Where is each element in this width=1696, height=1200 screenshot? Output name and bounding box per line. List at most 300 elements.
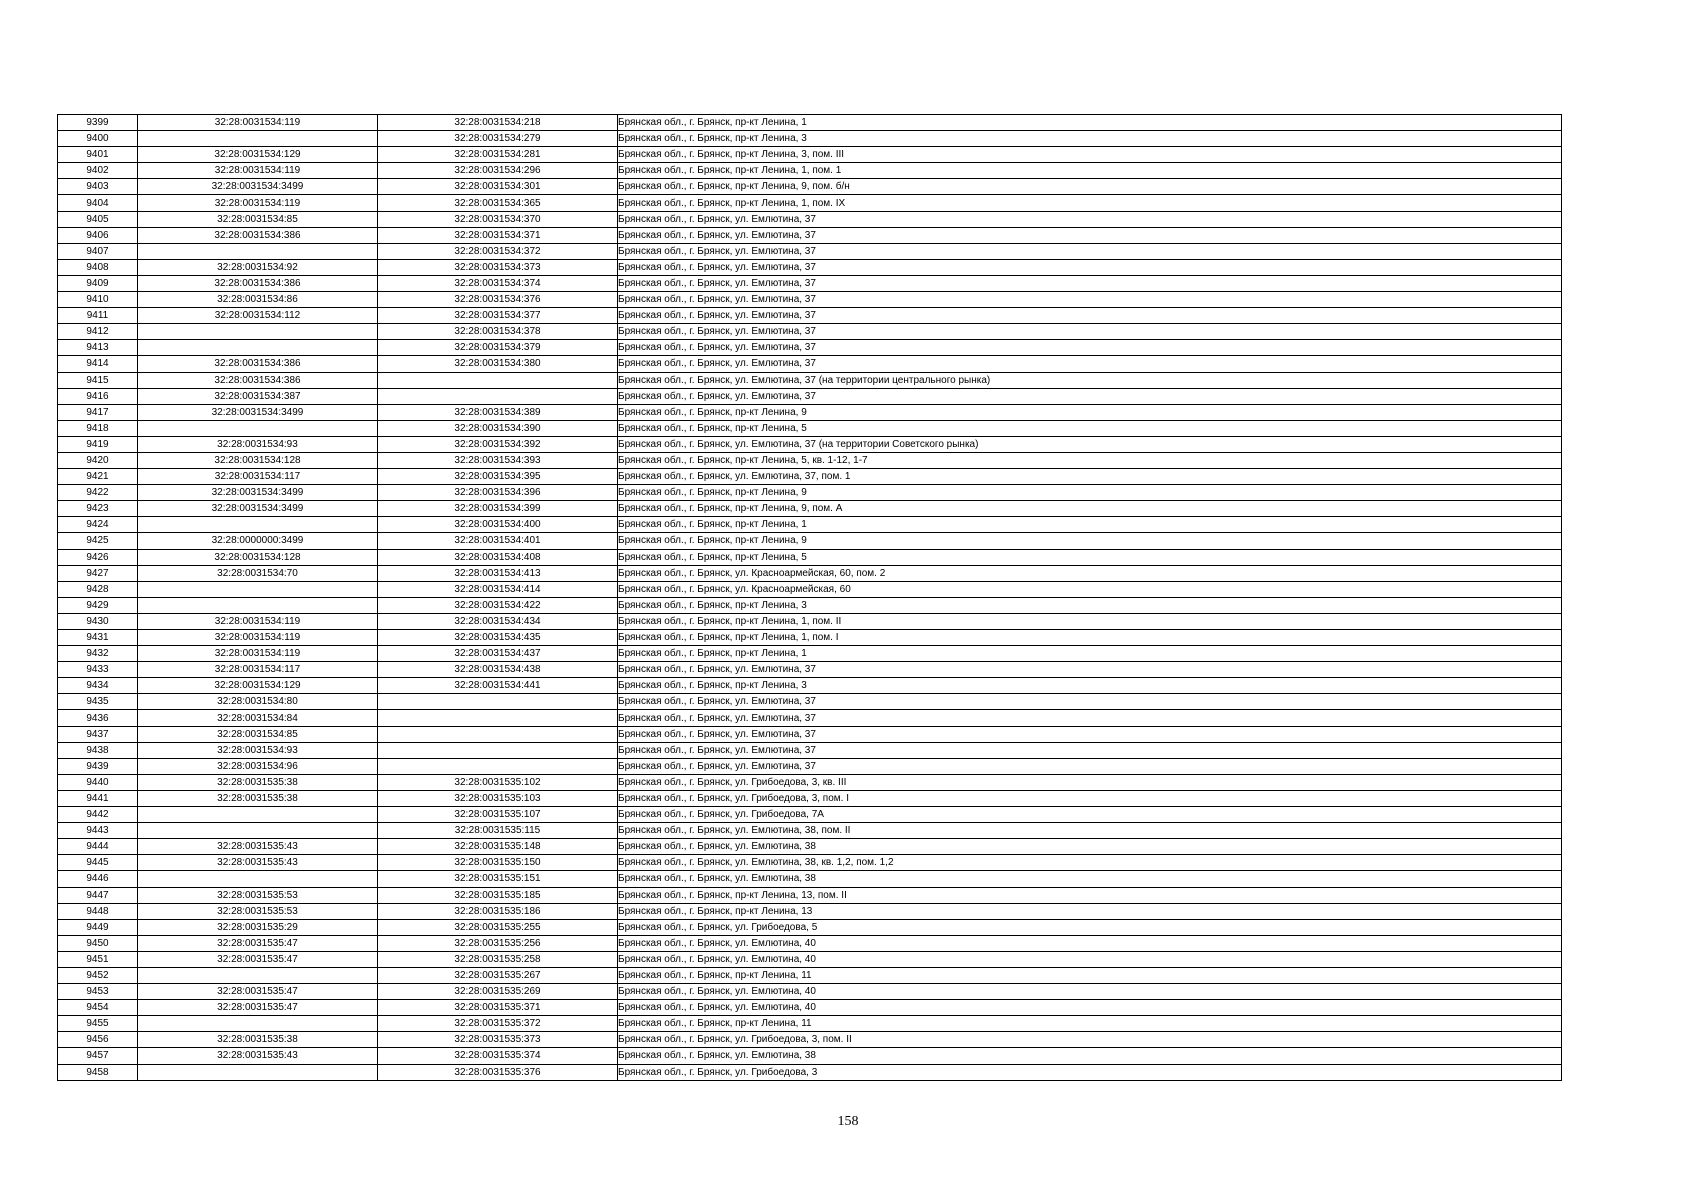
row-number-cell: 9444 [58, 839, 138, 855]
address-cell: Брянская обл., г. Брянск, пр-кт Ленина, 5 [618, 420, 1562, 436]
cadastral-number-object-cell: 32:28:0031535:373 [378, 1032, 618, 1048]
address-cell: Брянская обл., г. Брянск, ул. Емлютина, 37 (на территории Советского рынка) [618, 436, 1562, 452]
cadastral-number-object-cell: 32:28:0031534:400 [378, 517, 618, 533]
address-cell: Брянская обл., г. Брянск, ул. Грибоедова, 3, кв. III [618, 774, 1562, 790]
cadastral-number-object-cell: 32:28:0031534:395 [378, 469, 618, 485]
address-cell: Брянская обл., г. Брянск, ул. Емлютина, 40 [618, 951, 1562, 967]
cadastral-number-object-cell: 32:28:0031534:401 [378, 533, 618, 549]
row-number-cell: 9429 [58, 597, 138, 613]
row-number-cell: 9425 [58, 533, 138, 549]
page-number: 158 [837, 1114, 859, 1129]
table-row [58, 324, 1562, 340]
cadastral-number-object-cell: 32:28:0031535:269 [378, 984, 618, 1000]
row-number-cell: 9454 [58, 1000, 138, 1016]
cadastral-number-land-cell: 32:28:0031534:119 [138, 613, 378, 629]
table-row [58, 517, 1562, 533]
cadastral-number-object-cell: 32:28:0031534:437 [378, 646, 618, 662]
cadastral-number-object-cell: 32:28:0031534:378 [378, 324, 618, 340]
address-cell: Брянская обл., г. Брянск, пр-кт Ленина, 5 [618, 549, 1562, 565]
address-cell: Брянская обл., г. Брянск, ул. Грибоедова, 3, пом. I [618, 790, 1562, 806]
table-row [58, 613, 1562, 629]
row-number-cell: 9436 [58, 710, 138, 726]
table-row [58, 726, 1562, 742]
cadastral-number-object-cell: 32:28:0031534:390 [378, 420, 618, 436]
table-row [58, 1016, 1562, 1032]
cadastral-number-land-cell: 32:28:0031535:43 [138, 855, 378, 871]
address-cell: Брянская обл., г. Брянск, пр-кт Ленина, 9 [618, 404, 1562, 420]
address-cell: Брянская обл., г. Брянск, пр-кт Ленина, 1 [618, 517, 1562, 533]
table-row [58, 115, 1562, 131]
table-row [58, 243, 1562, 259]
cadastral-number-land-cell: 32:28:0031534:92 [138, 259, 378, 275]
cadastral-number-land-cell: 32:28:0031534:96 [138, 758, 378, 774]
row-number-cell: 9419 [58, 436, 138, 452]
cadastral-number-object-cell: 32:28:0031535:148 [378, 839, 618, 855]
cadastral-number-object-cell: 32:28:0031534:413 [378, 565, 618, 581]
cadastral-number-object-cell: 32:28:0031535:107 [378, 807, 618, 823]
cadastral-number-land-cell: 32:28:0031534:386 [138, 227, 378, 243]
address-cell: Брянская обл., г. Брянск, пр-кт Ленина, 3 [618, 678, 1562, 694]
cadastral-number-object-cell: 32:28:0031535:115 [378, 823, 618, 839]
address-cell: Брянская обл., г. Брянск, ул. Емлютина, 37 [618, 694, 1562, 710]
cadastral-number-land-cell: 32:28:0031534:117 [138, 662, 378, 678]
address-cell: Брянская обл., г. Брянск, пр-кт Ленина, 13, пом. II [618, 887, 1562, 903]
address-cell: Брянская обл., г. Брянск, пр-кт Ленина, 3 [618, 131, 1562, 147]
cadastral-number-object-cell: 32:28:0031534:441 [378, 678, 618, 694]
table-row [58, 694, 1562, 710]
table-row [58, 823, 1562, 839]
table-row [58, 372, 1562, 388]
cadastral-number-land-cell: 32:28:0031535:38 [138, 790, 378, 806]
address-cell: Брянская обл., г. Брянск, ул. Емлютина, 37 [618, 211, 1562, 227]
address-cell: Брянская обл., г. Брянск, ул. Грибоедова, 7А [618, 807, 1562, 823]
cadastral-number-land-cell: 32:28:0031534:128 [138, 549, 378, 565]
cadastral-number-land-cell: 32:28:0031534:119 [138, 115, 378, 131]
table-row [58, 308, 1562, 324]
cadastral-number-land-cell: 32:28:0031534:386 [138, 356, 378, 372]
cadastral-number-object-cell: 32:28:0031535:376 [378, 1064, 618, 1080]
row-number-cell: 9426 [58, 549, 138, 565]
cadastral-number-land-cell: 32:28:0031534:129 [138, 678, 378, 694]
cadastral-number-object-cell: 32:28:0031535:103 [378, 790, 618, 806]
table-row [58, 549, 1562, 565]
cadastral-number-land-cell [138, 871, 378, 887]
address-cell: Брянская обл., г. Брянск, ул. Емлютина, 38 [618, 839, 1562, 855]
address-cell: Брянская обл., г. Брянск, пр-кт Ленина, 3 [618, 597, 1562, 613]
row-number-cell: 9450 [58, 935, 138, 951]
cadastral-number-object-cell: 32:28:0031535:371 [378, 1000, 618, 1016]
row-number-cell: 9430 [58, 613, 138, 629]
row-number-cell: 9421 [58, 469, 138, 485]
table-row [58, 533, 1562, 549]
cadastral-number-land-cell [138, 1016, 378, 1032]
table-row [58, 404, 1562, 420]
row-number-cell: 9402 [58, 163, 138, 179]
table-row [58, 758, 1562, 774]
cadastral-number-land-cell [138, 131, 378, 147]
cadastral-number-object-cell: 32:28:0031535:372 [378, 1016, 618, 1032]
table-row [58, 855, 1562, 871]
cadastral-number-land-cell: 32:28:0031534:93 [138, 742, 378, 758]
table-row [58, 790, 1562, 806]
cadastral-number-land-cell [138, 823, 378, 839]
cadastral-number-land-cell [138, 1064, 378, 1080]
table-row [58, 227, 1562, 243]
cadastral-number-object-cell: 32:28:0031534:370 [378, 211, 618, 227]
table-row [58, 678, 1562, 694]
table-row [58, 646, 1562, 662]
row-number-cell: 9437 [58, 726, 138, 742]
address-cell: Брянская обл., г. Брянск, ул. Емлютина, 38 [618, 1048, 1562, 1064]
row-number-cell: 9427 [58, 565, 138, 581]
address-cell: Брянская обл., г. Брянск, ул. Емлютина, 38 [618, 871, 1562, 887]
address-cell: Брянская обл., г. Брянск, пр-кт Ленина, 5, кв. 1-12, 1-7 [618, 452, 1562, 468]
row-number-cell: 9400 [58, 131, 138, 147]
cadastral-number-land-cell: 32:28:0031535:47 [138, 1000, 378, 1016]
table-row [58, 211, 1562, 227]
cadastral-number-land-cell: 32:28:0031535:29 [138, 919, 378, 935]
address-cell: Брянская обл., г. Брянск, ул. Емлютина, 37 [618, 324, 1562, 340]
cadastral-number-object-cell [378, 742, 618, 758]
cadastral-number-land-cell: 32:28:0031535:47 [138, 951, 378, 967]
cadastral-number-object-cell: 32:28:0031534:393 [378, 452, 618, 468]
cadastral-number-object-cell: 32:28:0031535:102 [378, 774, 618, 790]
row-number-cell: 9422 [58, 485, 138, 501]
row-number-cell: 9452 [58, 967, 138, 983]
row-number-cell: 9401 [58, 147, 138, 163]
cadastral-number-land-cell: 32:28:0031534:3499 [138, 404, 378, 420]
address-cell: Брянская обл., г. Брянск, ул. Емлютина, 37 [618, 292, 1562, 308]
address-cell: Брянская обл., г. Брянск, пр-кт Ленина, 9, пом. б/н [618, 179, 1562, 195]
address-cell: Брянская обл., г. Брянск, пр-кт Ленина, 11 [618, 967, 1562, 983]
address-cell: Брянская обл., г. Брянск, ул. Емлютина, 40 [618, 935, 1562, 951]
address-cell: Брянская обл., г. Брянск, пр-кт Ленина, 1, пом. 1 [618, 163, 1562, 179]
row-number-cell: 9440 [58, 774, 138, 790]
cadastral-number-land-cell [138, 807, 378, 823]
address-cell: Брянская обл., г. Брянск, ул. Грибоедова, 5 [618, 919, 1562, 935]
cadastral-number-land-cell: 32:28:0031534:84 [138, 710, 378, 726]
address-cell: Брянская обл., г. Брянск, ул. Грибоедова, 3, пом. II [618, 1032, 1562, 1048]
cadastral-number-object-cell: 32:28:0031534:371 [378, 227, 618, 243]
cadastral-number-object-cell: 32:28:0031534:377 [378, 308, 618, 324]
cadastral-number-object-cell: 32:28:0031534:218 [378, 115, 618, 131]
cadastral-number-object-cell: 32:28:0031535:256 [378, 935, 618, 951]
table-row [58, 340, 1562, 356]
cadastral-number-object-cell: 32:28:0031534:279 [378, 131, 618, 147]
cadastral-number-object-cell [378, 710, 618, 726]
cadastral-number-land-cell: 32:28:0000000:3499 [138, 533, 378, 549]
row-number-cell: 9457 [58, 1048, 138, 1064]
table-row [58, 485, 1562, 501]
cadastral-number-land-cell: 32:28:0031534:3499 [138, 501, 378, 517]
cadastral-number-land-cell [138, 967, 378, 983]
table-row [58, 565, 1562, 581]
cadastral-number-object-cell [378, 388, 618, 404]
table-row [58, 259, 1562, 275]
table-row [58, 839, 1562, 855]
cadastral-number-land-cell: 32:28:0031534:117 [138, 469, 378, 485]
table-row [58, 1064, 1562, 1080]
table-row [58, 179, 1562, 195]
table-row [58, 1048, 1562, 1064]
table-row [58, 887, 1562, 903]
cadastral-number-land-cell: 32:28:0031535:43 [138, 1048, 378, 1064]
table-row [58, 919, 1562, 935]
cadastral-number-object-cell: 32:28:0031535:150 [378, 855, 618, 871]
cadastral-number-object-cell: 32:28:0031534:374 [378, 275, 618, 291]
address-cell: Брянская обл., г. Брянск, ул. Емлютина, 37 [618, 356, 1562, 372]
cadastral-number-object-cell: 32:28:0031534:399 [378, 501, 618, 517]
cadastral-number-land-cell: 32:28:0031535:38 [138, 774, 378, 790]
cadastral-number-land-cell: 32:28:0031535:47 [138, 984, 378, 1000]
cadastral-number-object-cell: 32:28:0031534:281 [378, 147, 618, 163]
table-row [58, 195, 1562, 211]
cadastral-number-object-cell: 32:28:0031535:258 [378, 951, 618, 967]
row-number-cell: 9411 [58, 308, 138, 324]
address-cell: Брянская обл., г. Брянск, ул. Емлютина, 37 [618, 726, 1562, 742]
address-cell: Брянская обл., г. Брянск, ул. Емлютина, 37 [618, 710, 1562, 726]
address-cell: Брянская обл., г. Брянск, пр-кт Ленина, 13 [618, 903, 1562, 919]
table-row [58, 662, 1562, 678]
row-number-cell: 9407 [58, 243, 138, 259]
address-cell: Брянская обл., г. Брянск, ул. Емлютина, 37 (на территории центрального рынка) [618, 372, 1562, 388]
table-row [58, 984, 1562, 1000]
cadastral-number-land-cell [138, 324, 378, 340]
table-row [58, 1032, 1562, 1048]
cadastral-number-land-cell: 32:28:0031535:43 [138, 839, 378, 855]
cadastral-number-object-cell: 32:28:0031534:396 [378, 485, 618, 501]
row-number-cell: 9414 [58, 356, 138, 372]
table-row [58, 147, 1562, 163]
row-number-cell: 9441 [58, 790, 138, 806]
cadastral-number-object-cell: 32:28:0031534:296 [378, 163, 618, 179]
table-row [58, 967, 1562, 983]
cadastral-number-land-cell: 32:28:0031534:128 [138, 452, 378, 468]
row-number-cell: 9433 [58, 662, 138, 678]
cadastral-number-object-cell: 32:28:0031534:414 [378, 581, 618, 597]
cadastral-number-land-cell: 32:28:0031534:112 [138, 308, 378, 324]
table-row [58, 131, 1562, 147]
row-number-cell: 9418 [58, 420, 138, 436]
table-row [58, 871, 1562, 887]
row-number-cell: 9416 [58, 388, 138, 404]
row-number-cell: 9442 [58, 807, 138, 823]
cadastral-number-object-cell: 32:28:0031535:185 [378, 887, 618, 903]
row-number-cell: 9420 [58, 452, 138, 468]
row-number-cell: 9451 [58, 951, 138, 967]
row-number-cell: 9410 [58, 292, 138, 308]
cadastral-number-object-cell [378, 758, 618, 774]
row-number-cell: 9438 [58, 742, 138, 758]
row-number-cell: 9453 [58, 984, 138, 1000]
table-row [58, 774, 1562, 790]
row-number-cell: 9424 [58, 517, 138, 533]
cadastral-number-land-cell: 32:28:0031534:387 [138, 388, 378, 404]
cadastral-number-object-cell: 32:28:0031534:372 [378, 243, 618, 259]
cadastral-number-land-cell: 32:28:0031534:119 [138, 646, 378, 662]
row-number-cell: 9417 [58, 404, 138, 420]
address-cell: Брянская обл., г. Брянск, пр-кт Ленина, 1 [618, 115, 1562, 131]
cadastral-number-land-cell [138, 340, 378, 356]
cadastral-number-object-cell: 32:28:0031534:434 [378, 613, 618, 629]
row-number-cell: 9415 [58, 372, 138, 388]
table-row [58, 436, 1562, 452]
cadastral-number-land-cell [138, 420, 378, 436]
table-row [58, 581, 1562, 597]
table-row [58, 388, 1562, 404]
cadastral-number-land-cell: 32:28:0031534:119 [138, 630, 378, 646]
row-number-cell: 9447 [58, 887, 138, 903]
cadastral-number-land-cell: 32:28:0031534:80 [138, 694, 378, 710]
address-cell: Брянская обл., г. Брянск, пр-кт Ленина, 1, пом. I [618, 630, 1562, 646]
row-number-cell: 9412 [58, 324, 138, 340]
cadastral-number-land-cell [138, 243, 378, 259]
cadastral-number-object-cell: 32:28:0031535:255 [378, 919, 618, 935]
address-cell: Брянская обл., г. Брянск, ул. Емлютина, 37, пом. 1 [618, 469, 1562, 485]
row-number-cell: 9439 [58, 758, 138, 774]
table-row [58, 356, 1562, 372]
register-table-body [58, 115, 1562, 1081]
cadastral-number-object-cell: 32:28:0031535:374 [378, 1048, 618, 1064]
cadastral-number-land-cell: 32:28:0031534:119 [138, 195, 378, 211]
table-row [58, 469, 1562, 485]
cadastral-number-land-cell: 32:28:0031534:93 [138, 436, 378, 452]
table-row [58, 951, 1562, 967]
address-cell: Брянская обл., г. Брянск, ул. Емлютина, 37 [618, 275, 1562, 291]
table-row [58, 935, 1562, 951]
cadastral-number-object-cell: 32:28:0031535:151 [378, 871, 618, 887]
table-row [58, 501, 1562, 517]
address-cell: Брянская обл., г. Брянск, пр-кт Ленина, 11 [618, 1016, 1562, 1032]
row-number-cell: 9443 [58, 823, 138, 839]
address-cell: Брянская обл., г. Брянск, ул. Емлютина, 37 [618, 742, 1562, 758]
cadastral-number-object-cell: 32:28:0031534:392 [378, 436, 618, 452]
address-cell: Брянская обл., г. Брянск, ул. Емлютина, 40 [618, 1000, 1562, 1016]
row-number-cell: 9445 [58, 855, 138, 871]
cadastral-number-land-cell: 32:28:0031534:119 [138, 163, 378, 179]
row-number-cell: 9448 [58, 903, 138, 919]
cadastral-number-object-cell: 32:28:0031534:380 [378, 356, 618, 372]
cadastral-number-object-cell: 32:28:0031535:267 [378, 967, 618, 983]
table-row [58, 630, 1562, 646]
cadastral-number-object-cell [378, 726, 618, 742]
cadastral-number-land-cell: 32:28:0031534:386 [138, 275, 378, 291]
row-number-cell: 9409 [58, 275, 138, 291]
row-number-cell: 9435 [58, 694, 138, 710]
cadastral-number-object-cell: 32:28:0031534:422 [378, 597, 618, 613]
row-number-cell: 9423 [58, 501, 138, 517]
address-cell: Брянская обл., г. Брянск, ул. Грибоедова, 3 [618, 1064, 1562, 1080]
cadastral-number-land-cell: 32:28:0031534:85 [138, 726, 378, 742]
cadastral-number-object-cell: 32:28:0031534:373 [378, 259, 618, 275]
cadastral-number-land-cell: 32:28:0031534:129 [138, 147, 378, 163]
address-cell: Брянская обл., г. Брянск, ул. Емлютина, 37 [618, 227, 1562, 243]
row-number-cell: 9406 [58, 227, 138, 243]
address-cell: Брянская обл., г. Брянск, ул. Емлютина, 37 [618, 340, 1562, 356]
row-number-cell: 9455 [58, 1016, 138, 1032]
table-row [58, 275, 1562, 291]
row-number-cell: 9449 [58, 919, 138, 935]
cadastral-number-object-cell: 32:28:0031534:435 [378, 630, 618, 646]
row-number-cell: 9458 [58, 1064, 138, 1080]
cadastral-number-land-cell: 32:28:0031534:3499 [138, 179, 378, 195]
address-cell: Брянская обл., г. Брянск, ул. Емлютина, 38, кв. 1,2, пом. 1,2 [618, 855, 1562, 871]
cadastral-number-land-cell: 32:28:0031534:386 [138, 372, 378, 388]
address-cell: Брянская обл., г. Брянск, ул. Емлютина, 37 [618, 388, 1562, 404]
table-row [58, 420, 1562, 436]
cadastral-number-object-cell: 32:28:0031534:376 [378, 292, 618, 308]
address-cell: Брянская обл., г. Брянск, ул. Емлютина, 37 [618, 243, 1562, 259]
address-cell: Брянская обл., г. Брянск, пр-кт Ленина, 3, пом. III [618, 147, 1562, 163]
table-row [58, 742, 1562, 758]
cadastral-number-land-cell: 32:28:0031534:85 [138, 211, 378, 227]
cadastral-number-object-cell: 32:28:0031534:301 [378, 179, 618, 195]
row-number-cell: 9431 [58, 630, 138, 646]
cadastral-number-land-cell: 32:28:0031534:70 [138, 565, 378, 581]
row-number-cell: 9403 [58, 179, 138, 195]
row-number-cell: 9405 [58, 211, 138, 227]
row-number-cell: 9428 [58, 581, 138, 597]
cadastral-number-land-cell: 32:28:0031534:3499 [138, 485, 378, 501]
cadastral-number-object-cell: 32:28:0031534:438 [378, 662, 618, 678]
row-number-cell: 9434 [58, 678, 138, 694]
cadastral-number-object-cell: 32:28:0031535:186 [378, 903, 618, 919]
cadastral-number-object-cell: 32:28:0031534:389 [378, 404, 618, 420]
table-row [58, 903, 1562, 919]
table-row [58, 452, 1562, 468]
table-row [58, 1000, 1562, 1016]
address-cell: Брянская обл., г. Брянск, пр-кт Ленина, 1, пом. IX [618, 195, 1562, 211]
address-cell: Брянская обл., г. Брянск, ул. Красноармейская, 60, пом. 2 [618, 565, 1562, 581]
row-number-cell: 9399 [58, 115, 138, 131]
row-number-cell: 9413 [58, 340, 138, 356]
row-number-cell: 9446 [58, 871, 138, 887]
table-row [58, 292, 1562, 308]
address-cell: Брянская обл., г. Брянск, ул. Емлютина, 37 [618, 259, 1562, 275]
address-cell: Брянская обл., г. Брянск, пр-кт Ленина, 1, пом. II [618, 613, 1562, 629]
address-cell: Брянская обл., г. Брянск, ул. Емлютина, 38, пом. II [618, 823, 1562, 839]
table-row [58, 163, 1562, 179]
cadastral-number-object-cell: 32:28:0031534:365 [378, 195, 618, 211]
cadastral-number-land-cell [138, 517, 378, 533]
cadastral-number-object-cell: 32:28:0031534:408 [378, 549, 618, 565]
cadastral-number-land-cell: 32:28:0031535:53 [138, 887, 378, 903]
address-cell: Брянская обл., г. Брянск, пр-кт Ленина, 9 [618, 533, 1562, 549]
table-row [58, 597, 1562, 613]
address-cell: Брянская обл., г. Брянск, ул. Емлютина, 40 [618, 984, 1562, 1000]
cadastral-number-land-cell: 32:28:0031535:47 [138, 935, 378, 951]
address-cell: Брянская обл., г. Брянск, ул. Емлютина, 37 [618, 758, 1562, 774]
cadastral-number-land-cell: 32:28:0031535:38 [138, 1032, 378, 1048]
address-cell: Брянская обл., г. Брянск, пр-кт Ленина, 9, пом. А [618, 501, 1562, 517]
cadastral-number-object-cell [378, 372, 618, 388]
address-cell: Брянская обл., г. Брянск, ул. Красноармейская, 60 [618, 581, 1562, 597]
address-cell: Брянская обл., г. Брянск, пр-кт Ленина, 1 [618, 646, 1562, 662]
register-table [57, 114, 1562, 1081]
cadastral-number-land-cell: 32:28:0031535:53 [138, 903, 378, 919]
address-cell: Брянская обл., г. Брянск, пр-кт Ленина, 9 [618, 485, 1562, 501]
row-number-cell: 9408 [58, 259, 138, 275]
cadastral-number-land-cell: 32:28:0031534:86 [138, 292, 378, 308]
row-number-cell: 9456 [58, 1032, 138, 1048]
cadastral-number-object-cell [378, 694, 618, 710]
row-number-cell: 9404 [58, 195, 138, 211]
cadastral-number-object-cell: 32:28:0031534:379 [378, 340, 618, 356]
cadastral-number-land-cell [138, 581, 378, 597]
table-row [58, 807, 1562, 823]
address-cell: Брянская обл., г. Брянск, ул. Емлютина, 37 [618, 662, 1562, 678]
table-row [58, 710, 1562, 726]
